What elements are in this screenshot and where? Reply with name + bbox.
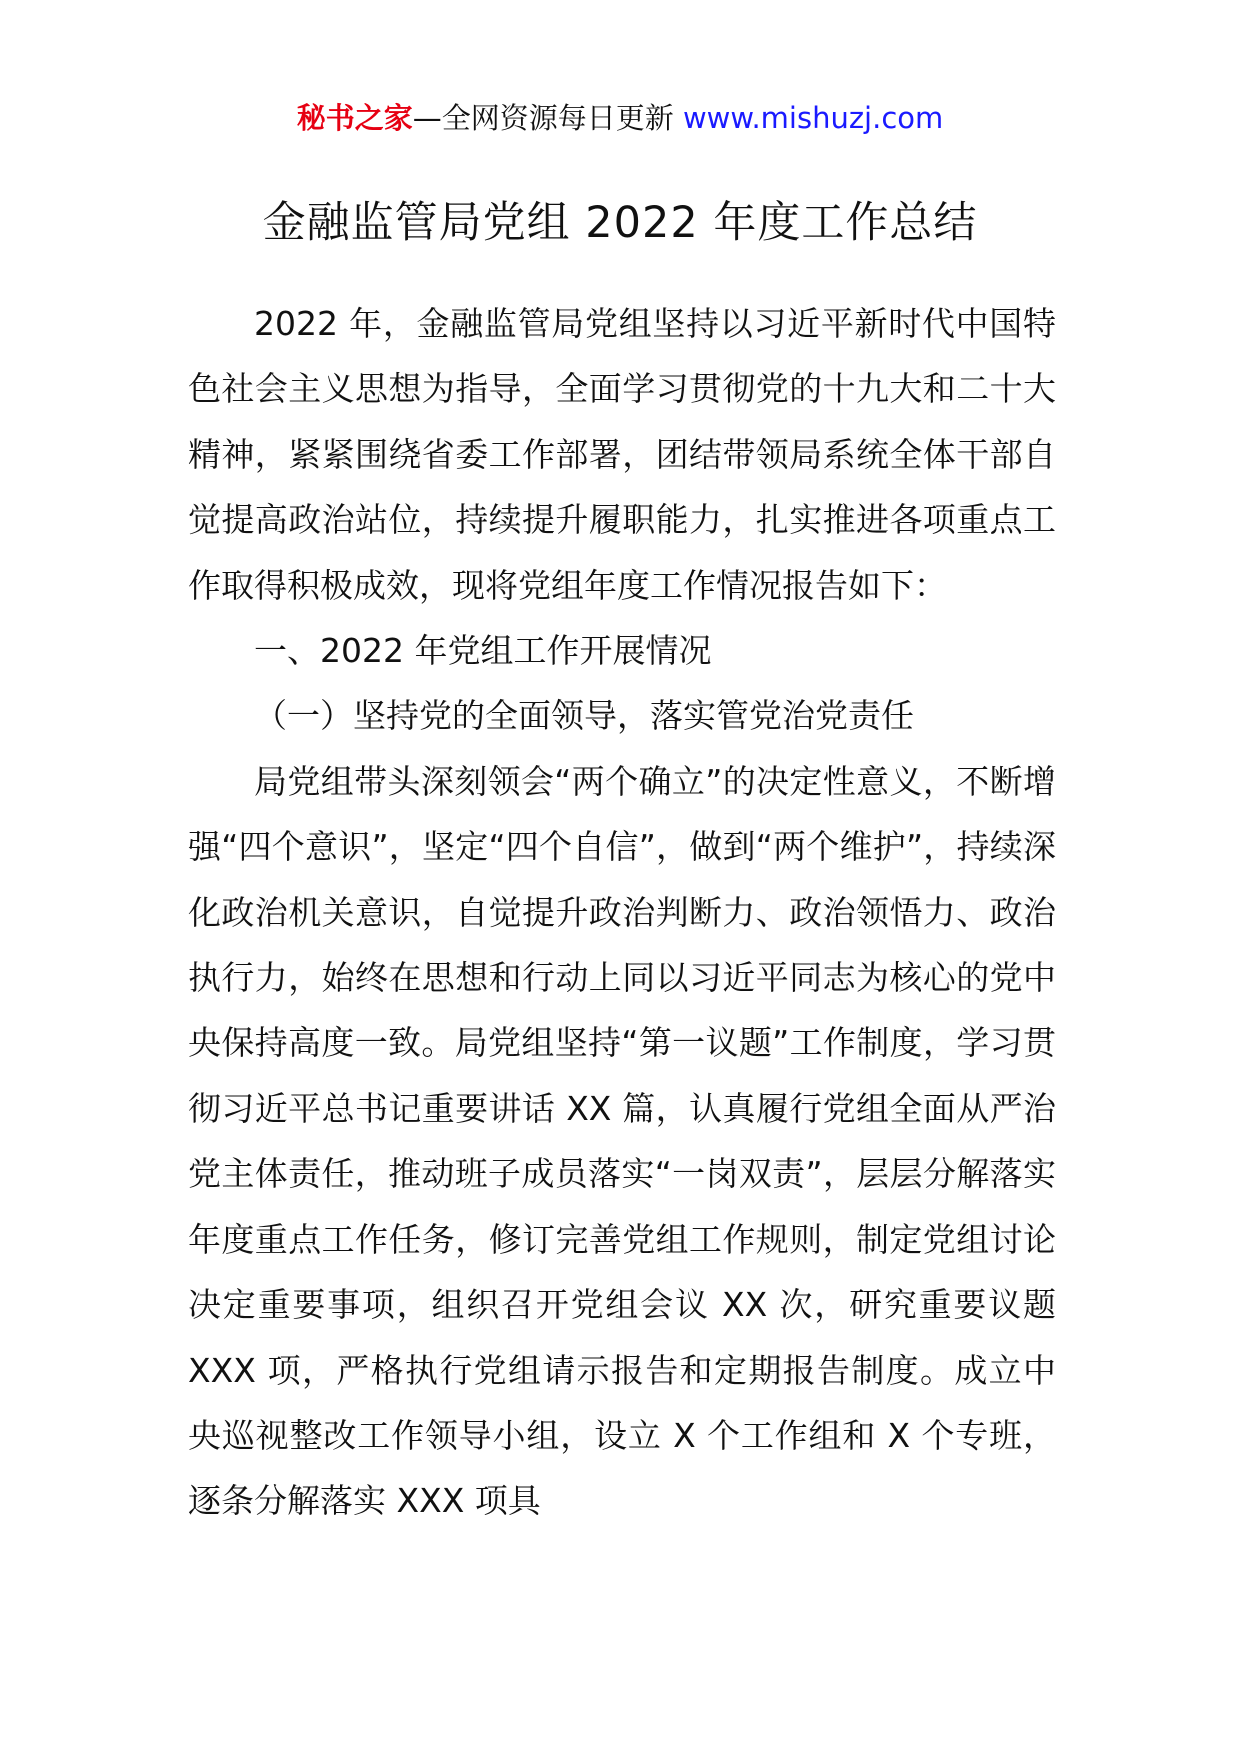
section-heading: 一、2022 年党组工作开展情况	[254, 631, 712, 671]
site-tagline: —全网资源每日更新	[412, 101, 683, 135]
document-body	[188, 291, 1056, 1534]
site-banner	[0, 98, 1240, 138]
subsection-heading: （一）坚持党的全面领导，落实管党治党责任	[254, 696, 914, 736]
site-url-link[interactable]: www.mishuzj.com	[682, 101, 944, 135]
site-brand: 秘书之家	[296, 101, 413, 135]
document-title: 金融监管局党组 2022 年度工作总结	[262, 197, 978, 248]
intro-paragraph: 2022 年，金融监管局党组坚持以习近平新时代中国特色社会主义思想为指导，全面学习贯彻党的十九大和二十大精神，紧紧围绕省委工作部署，团结带领局系统全体干部自觉提高政治站位，持续提升履职能力，扎实推进各项重点工作取得积极成效，现将党组年度工作情况报告如下：	[188, 304, 1056, 605]
body-paragraph: 局党组带头深刻领会“两个确立”的决定性意义，不断增强“四个意识”，坚定“四个自信”，做到“两个维护”，持续深化政治机关意识，自觉提升政治判断力、政治领悟力、政治执行力，始终在思想和行动上同以习近平同志为核心的党中央保持高度一致。局党组坚持“第一议题”工作制度，学习贯彻习近平总书记重要讲话 XX 篇，认真履行党组全面从严治党主体责任，推动班子成员落实“一岗双责”，层层分解落实年度重点工作任务，修订完善党组工作规则，制定党组讨论决定重要事项，组织召开党组会议 XX 次，研究重要议题 XXX 项，严格执行党组请示报告和定期报告制度。成立中央巡视整改工作领导小组，设立 X 个工作组和 X 个专班，逐条分解落实 XXX 项具	[188, 761, 1056, 1521]
